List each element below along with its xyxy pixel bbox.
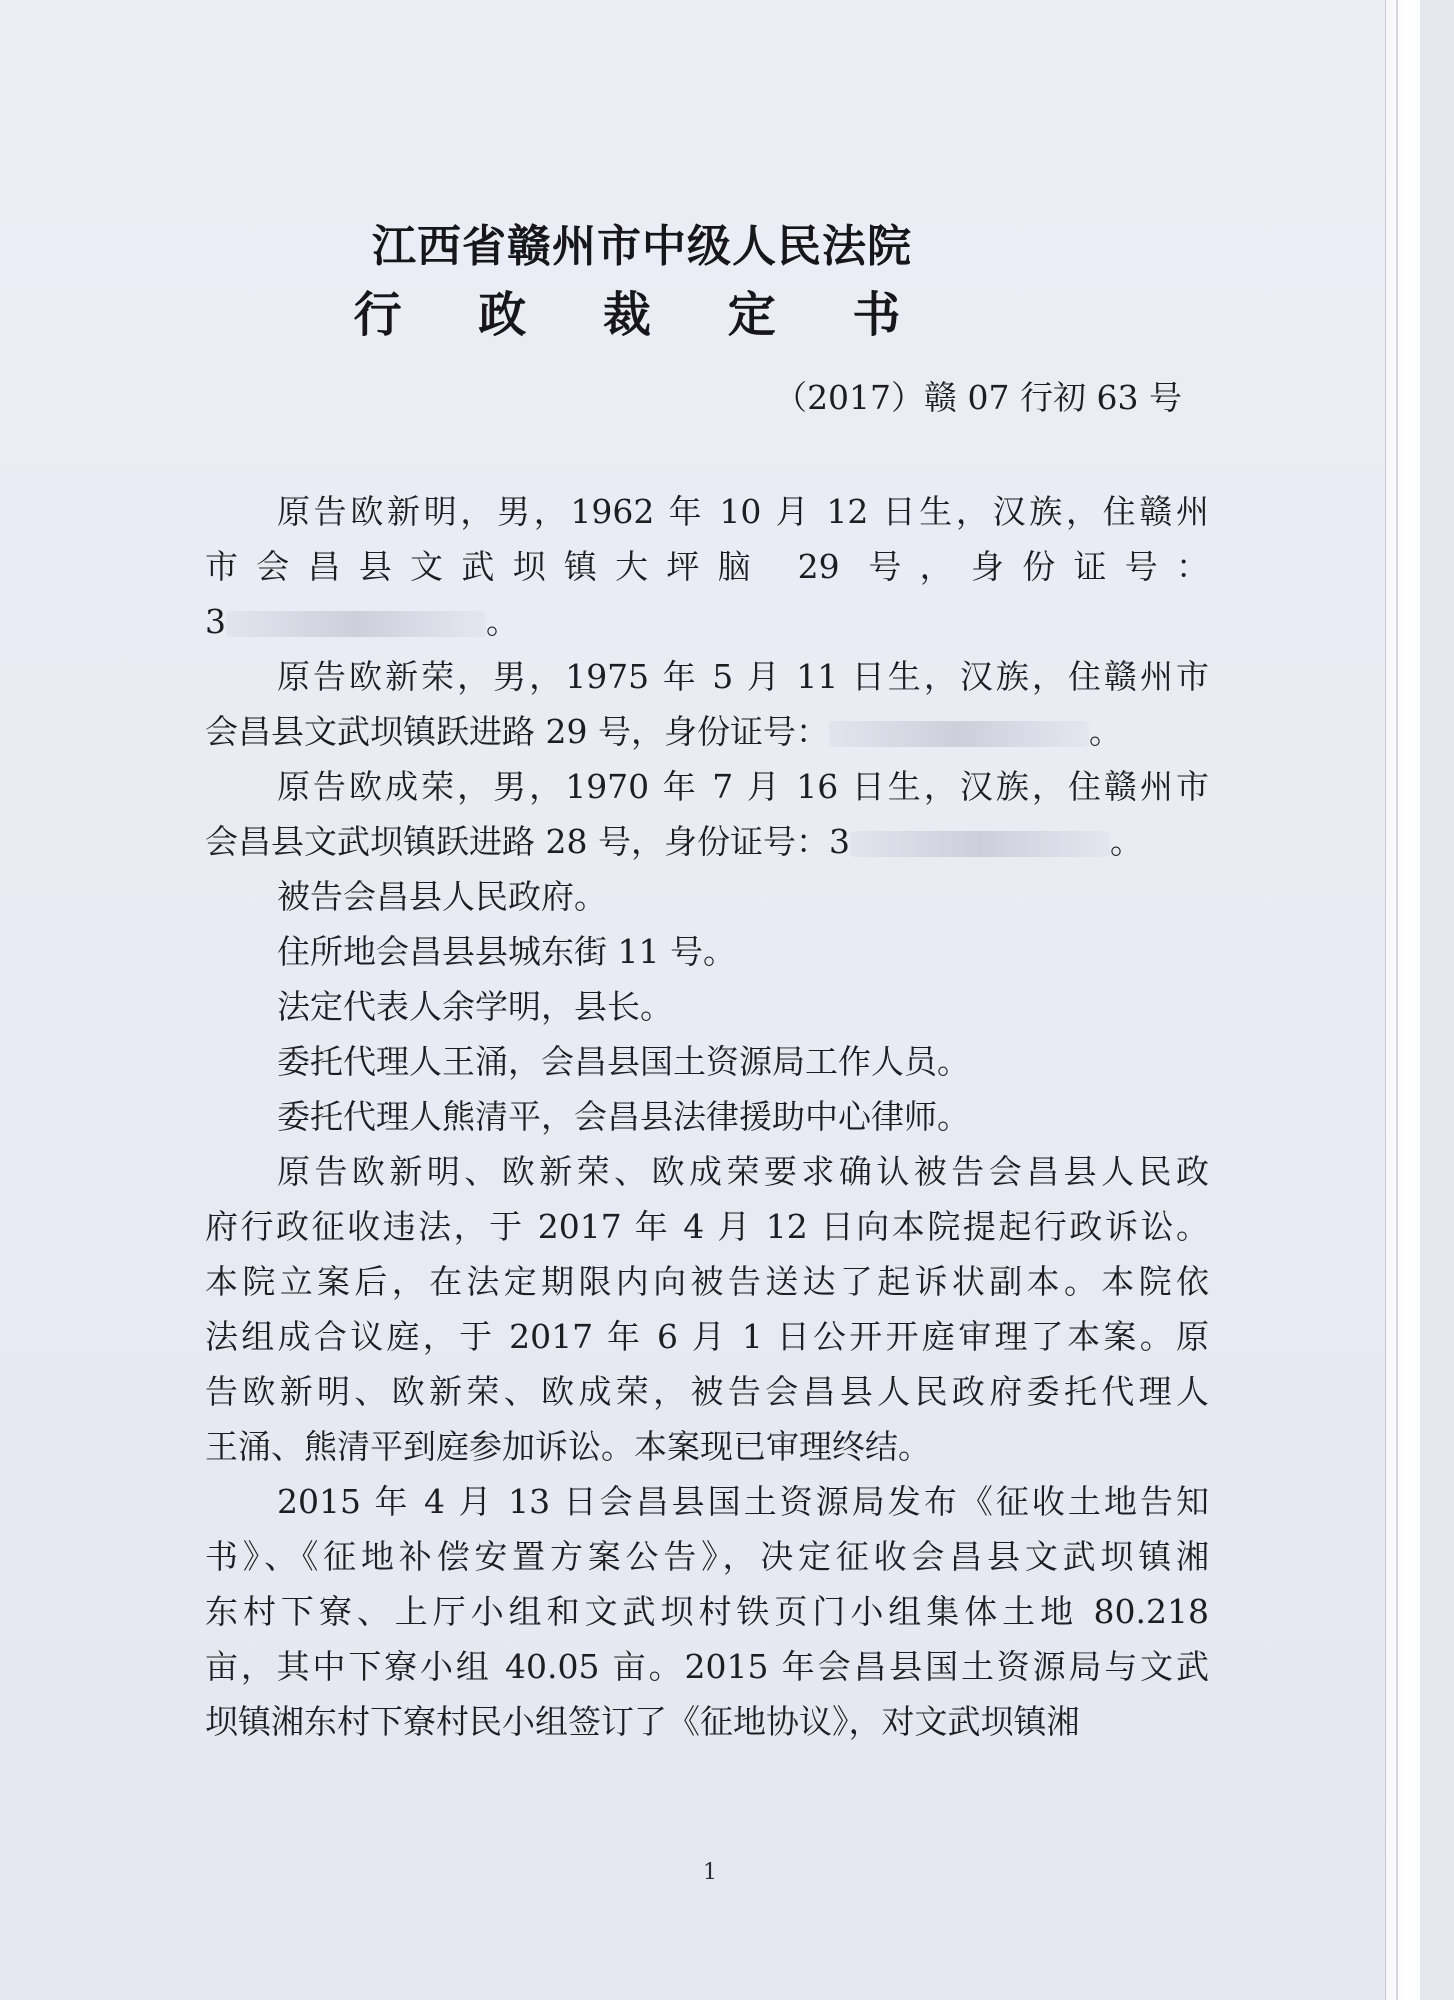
line-text: 委托代理人熊清平，会昌县法律援助中心律师。 (277, 1097, 970, 1136)
line-text: 原告欧新明、欧新荣、欧成荣要求确认被告会昌县人民政 (277, 1152, 1209, 1191)
line-text: 坝镇湘东村下寮村民小组签订了《征地协议》，对文武坝镇湘 (205, 1702, 1080, 1741)
line-text: 书》、《征地补偿安置方案公告》，决定征收会昌县文武坝镇湘 (205, 1537, 1209, 1576)
line-text: 府行政征收违法，于 2017 年 4 月 12 日向本院提起行政诉讼。 (205, 1207, 1209, 1246)
paragraph-line (205, 1529, 1209, 1584)
paragraph-line (205, 1309, 1209, 1364)
line-text: 法组成合议庭，于 2017 年 6 月 1 日公开开庭审理了本案。原 (205, 1317, 1209, 1356)
paragraph-line (205, 649, 1209, 704)
paragraph-line (205, 539, 1209, 594)
document-type-title: 行 政 裁 定 书 (353, 287, 931, 343)
line-text: 亩，其中下寮小组 40.05 亩。2015 年会昌县国土资源局与文武 (205, 1647, 1209, 1686)
period-mark: 。 (486, 602, 519, 641)
paragraph-line (205, 759, 1209, 814)
paragraph (205, 484, 1209, 649)
redacted-id-number (829, 721, 1089, 747)
line-text: 3 (205, 602, 226, 641)
paragraph-line (205, 594, 1209, 649)
paragraph-line (205, 1089, 1209, 1144)
paragraph (205, 759, 1209, 869)
paragraph-line (205, 869, 1209, 924)
redacted-id-number (226, 611, 486, 637)
line-text: 委托代理人王涌，会昌县国土资源局工作人员。 (277, 1042, 970, 1081)
paragraph (205, 1089, 1209, 1144)
page-number: 1 (703, 1860, 717, 1885)
paragraph-line (205, 1254, 1209, 1309)
page-edge (1385, 0, 1420, 2000)
paragraph-line (205, 1639, 1209, 1694)
line-text: 本院立案后，在法定期限内向被告送达了起诉状副本。本院依 (205, 1262, 1209, 1301)
paragraph (205, 1474, 1209, 1749)
line-text: 法定代表人余学明，县长。 (277, 987, 673, 1026)
paragraph-line (205, 1419, 1209, 1474)
paragraph-line (205, 1364, 1209, 1419)
paragraph (205, 1034, 1209, 1089)
paragraph-line (205, 704, 1209, 759)
line-text: 原告欧成荣，男，1970 年 7 月 16 日生，汉族，住赣州市 (277, 767, 1209, 806)
line-text: 原告欧新明，男，1962 年 10 月 12 日生，汉族，住赣州 (277, 492, 1209, 531)
period-mark: 。 (1109, 822, 1143, 861)
line-text: 2015 年 4 月 13 日会昌县国土资源局发布《征收土地告知 (277, 1482, 1209, 1521)
paragraph-line (205, 1474, 1209, 1529)
paragraph-line (205, 814, 1209, 869)
case-number: （2017）赣 07 行初 63 号 (774, 378, 1182, 417)
paragraph (205, 979, 1209, 1034)
paragraph-line (205, 1584, 1209, 1639)
paragraph (205, 869, 1209, 924)
paragraph-line (205, 979, 1209, 1034)
document-body (205, 484, 1209, 1749)
line-text: 东村下寮、上厅小组和文武坝村铁页门小组集体土地 80.218 (205, 1592, 1209, 1631)
court-name: 江西省赣州市中级人民法院 (372, 221, 912, 272)
line-text: 市会昌县文武坝镇大坪脑 29 号，身份证号： (205, 547, 1209, 586)
line-text: 原告欧新荣，男，1975 年 5 月 11 日生，汉族，住赣州市 (277, 657, 1209, 696)
line-text: 住所地会昌县县城东街 11 号。 (277, 932, 736, 971)
period-mark: 。 (1088, 712, 1122, 751)
paragraph (205, 924, 1209, 979)
line-text: 告欧新明、欧新荣、欧成荣，被告会昌县人民政府委托代理人 (205, 1372, 1209, 1411)
redacted-id-number (850, 831, 1110, 857)
paragraph-line (205, 484, 1209, 539)
paragraph-line (205, 924, 1209, 979)
paragraph-line (205, 1199, 1209, 1254)
page-edge-line (1396, 0, 1398, 2000)
line-text: 王涌、熊清平到庭参加诉讼。本案现已审理终结。 (205, 1427, 931, 1466)
paragraph (205, 649, 1209, 759)
paragraph (205, 1144, 1209, 1474)
paragraph-line (205, 1144, 1209, 1199)
line-text: 被告会昌县人民政府。 (277, 877, 607, 916)
paragraph-line (205, 1694, 1209, 1749)
paragraph-line (205, 1034, 1209, 1089)
line-text: 会昌县文武坝镇跃进路 29 号，身份证号： (205, 712, 829, 751)
line-text: 会昌县文武坝镇跃进路 28 号，身份证号：3 (205, 822, 850, 861)
